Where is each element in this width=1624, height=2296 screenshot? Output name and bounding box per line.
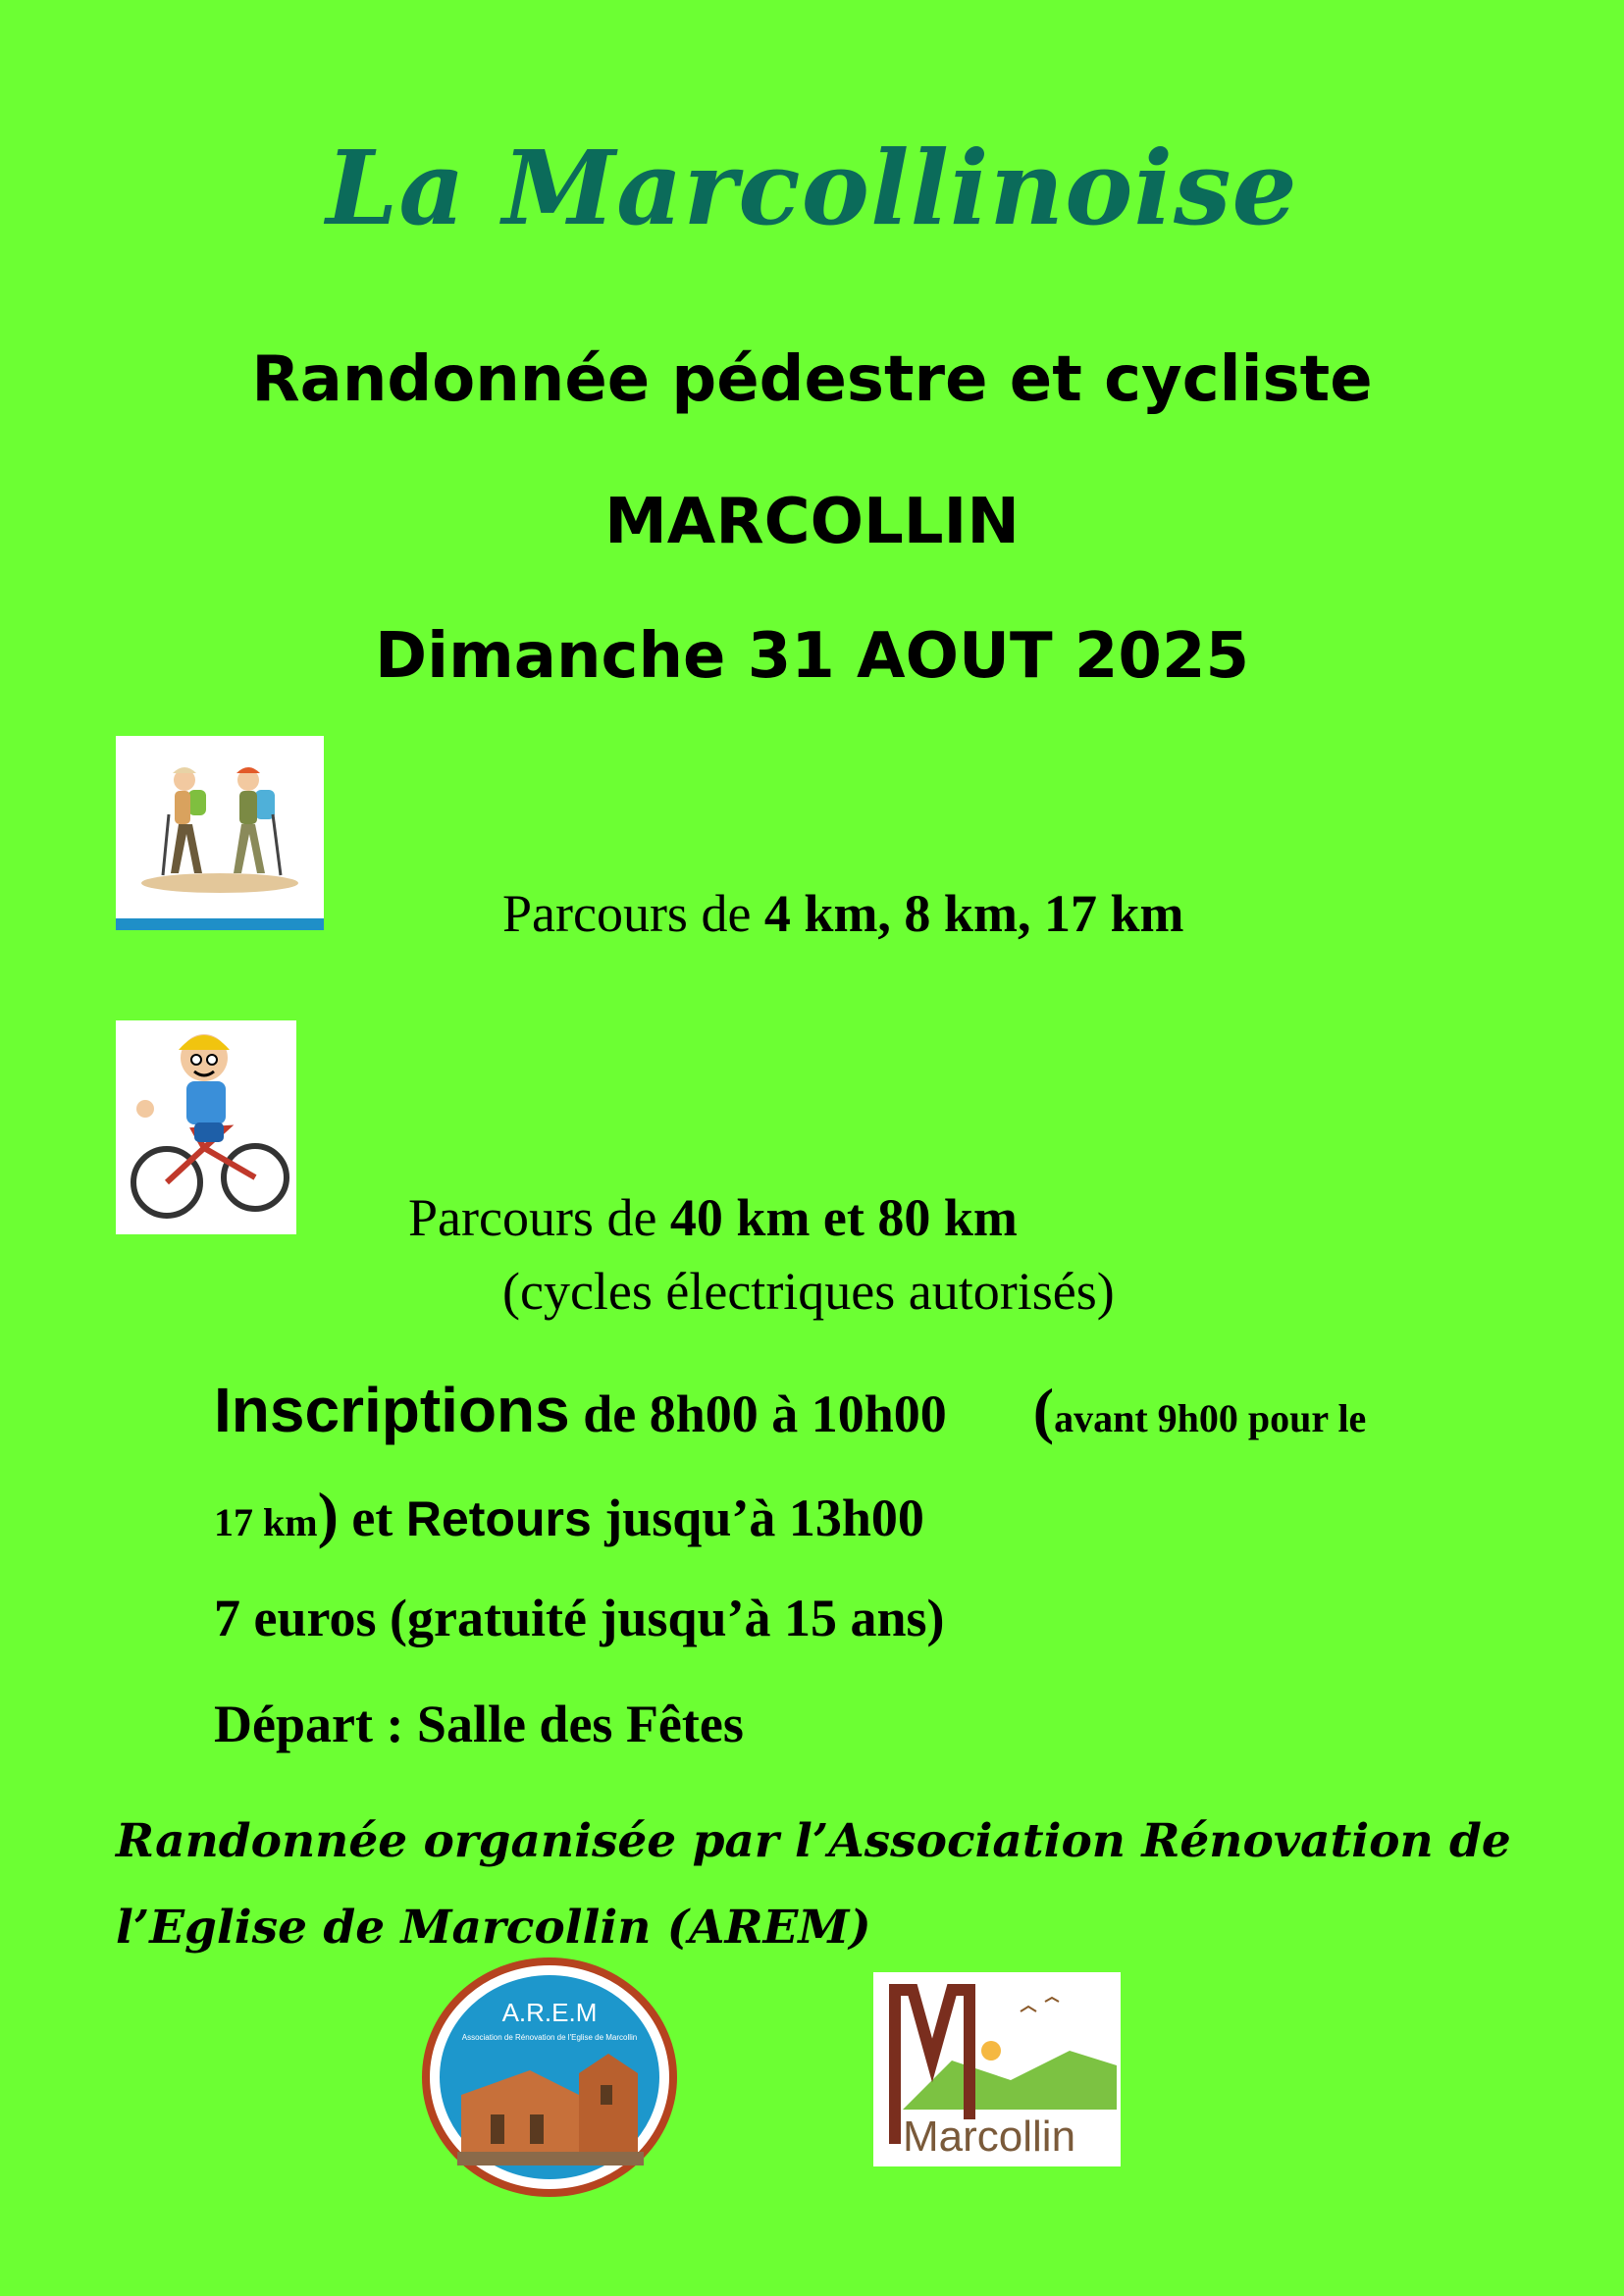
cycling-routes [408,1187,1018,1248]
event-subtitle: Randonnée pédestre et cycliste [251,343,1373,416]
arem-logo [422,1957,677,2198]
registration-line-2 [214,1479,924,1551]
registration-hours: de 8h00 à 10h00 [569,1384,947,1443]
returns-label: Retours [405,1491,592,1546]
walking-routes-distances: 4 km, 8 km, 17 km [763,884,1184,943]
marcollin-logo [873,1972,1121,2166]
cyclist-illustration [116,1020,296,1234]
cycling-routes-prefix: Parcours de [408,1188,670,1247]
hikers-illustration [116,736,324,930]
cycling-routes-distances: 40 km et 80 km [669,1188,1018,1247]
price-info: 7 euros (gratuité jusqu’à 15 ans) [214,1589,945,1647]
cycling-note: (cycles électriques autorisés) [502,1262,1115,1321]
organizer-text: Randonnée organisée par l’Association Rénovation de l’Eglise de Marcollin (AREM) [116,1814,1511,1955]
registration-open-paren: ( [1032,1376,1055,1445]
registration-note-part1: avant 9h00 pour le [1054,1396,1367,1440]
registration-line-1 [214,1374,1366,1447]
departure-info: Départ : Salle des Fêtes [214,1695,744,1753]
event-town: MARCOLLIN [604,486,1020,558]
arem-logo-subtext: Association de Rénovation de l'Eglise de Marcollin [461,2033,638,2042]
registration-note-part2: 17 km [214,1500,318,1544]
event-title: La Marcollinoise [326,128,1298,248]
walking-routes [502,883,1183,944]
registration-label: Inscriptions [214,1375,570,1445]
registration-close-paren: ) [317,1480,339,1549]
returns-time: jusqu’à 13h00 [591,1488,924,1547]
registration-connector: et [338,1488,406,1547]
event-date: Dimanche 31 AOUT 2025 [375,620,1249,693]
arem-logo-text: A.R.E.M [501,1998,598,2027]
walking-routes-prefix: Parcours de [502,884,764,943]
marcollin-logo-text: Marcollin [903,2113,1076,2161]
